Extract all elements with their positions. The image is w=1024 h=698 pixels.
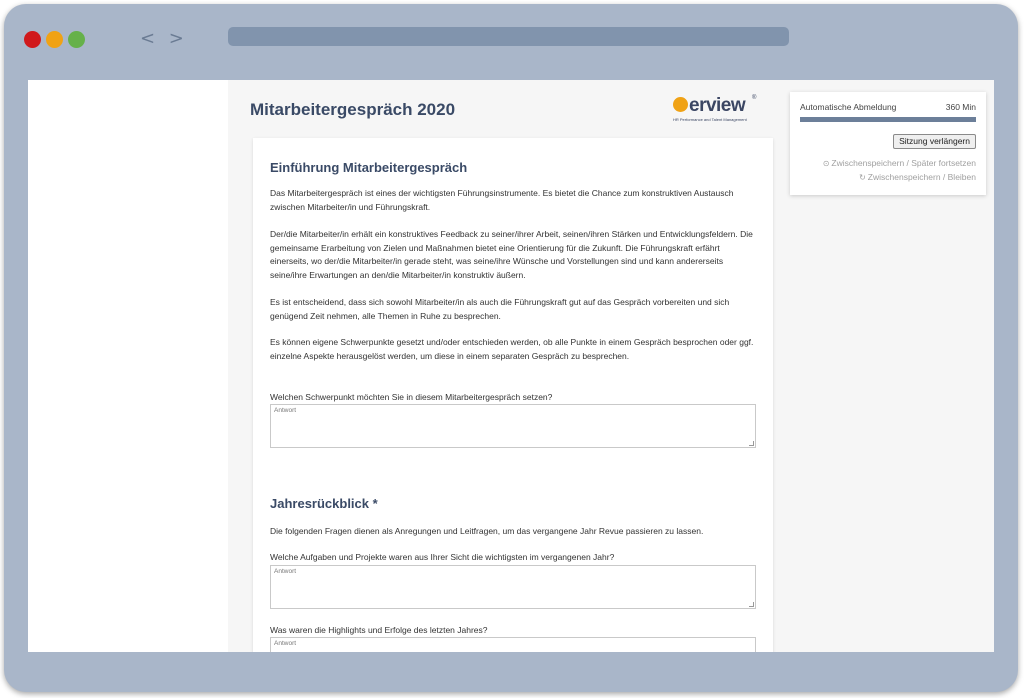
form-card	[253, 138, 773, 652]
close-window-dot[interactable]	[24, 31, 41, 48]
logo-p-circle-icon	[673, 97, 688, 112]
section-heading-intro: Einführung Mitarbeitergespräch	[270, 160, 468, 175]
review-answer-2-textarea[interactable]	[270, 637, 756, 652]
extend-session-button[interactable]: Sitzung verlängern	[893, 134, 976, 149]
auto-logout-label: Automatische Abmeldung	[800, 102, 897, 112]
focus-answer-textarea[interactable]	[270, 404, 756, 448]
review-answer-2-placeholder: Antwort	[274, 640, 297, 647]
minimize-window-dot[interactable]	[46, 31, 63, 48]
address-bar[interactable]	[228, 27, 789, 46]
resize-grip-icon[interactable]	[749, 602, 754, 607]
nav-arrows-icon[interactable]: < >	[140, 28, 188, 49]
required-star: *	[372, 496, 378, 511]
save-later-link[interactable]: ⊙ Zwischenspeichern / Später fortsetzen	[822, 158, 976, 168]
review-question-2-label: Was waren die Highlights und Erfolge des letzten Jahres?	[270, 625, 488, 635]
session-panel	[790, 92, 986, 195]
clock-icon: ⊙	[822, 159, 830, 168]
logo-registered-mark: ®	[752, 95, 757, 101]
auto-logout-minutes: 360 Min	[945, 102, 976, 112]
logo-tagline: HR Performance and Talent Management	[673, 117, 747, 122]
browser-frame	[4, 4, 1018, 692]
session-progress-fill	[800, 117, 976, 122]
review-question-1-label: Welche Aufgaben und Projekte waren aus Ihrer Sicht die wichtigsten im vergangenen Jahr?	[270, 552, 615, 562]
page-viewport	[28, 80, 994, 652]
intro-paragraph-4: Es können eigene Schwerpunkte gesetzt und/oder entschieden werden, ob alle Punkte in einem Gespräch besprochen oder ggf. einzelne Aspekte herausgelöst werden, um diese in einem separaten Gespräch zu besprechen.	[270, 337, 754, 361]
perview-logo	[673, 95, 763, 125]
refresh-icon: ↻	[859, 173, 866, 182]
save-stay-link[interactable]: ↻ Zwischenspeichern / Bleiben	[859, 172, 976, 182]
focus-answer-placeholder: Antwort	[274, 407, 297, 414]
section-heading-review: Jahresrückblick *	[270, 496, 378, 511]
logo-wordmark: erview	[673, 95, 745, 117]
page-background	[28, 80, 994, 652]
page-title: Mitarbeitergespräch 2020	[250, 100, 456, 119]
review-answer-1-placeholder: Antwort	[274, 568, 297, 575]
intro-paragraph-3: Es ist entscheidend, dass sich sowohl Mitarbeiter/in als auch die Führungskraft gut auf das Gespräch vorbereiten und sich genügend Zeit nehmen, alle Themen in Ruhe zu besprechen.	[270, 297, 730, 321]
page-left-margin	[28, 80, 228, 652]
review-intro: Die folgenden Fragen dienen als Anregungen und Leitfragen, um das vergangene Jahr Revue passieren zu lassen.	[270, 526, 704, 536]
session-progress-bar	[800, 117, 976, 122]
maximize-window-dot[interactable]	[68, 31, 85, 48]
review-answer-1-textarea[interactable]	[270, 565, 756, 609]
intro-paragraph-1: Das Mitarbeitergespräch ist eines der wichtigsten Führungsinstrumente. Es bietet die Chance zum konstruktiven Austausch zwischen Mitarbeiter/in und Führungskraft.	[270, 188, 734, 212]
focus-question-label: Welchen Schwerpunkt möchten Sie in diesem Mitarbeitergespräch setzen?	[270, 392, 553, 402]
resize-grip-icon[interactable]	[749, 441, 754, 446]
intro-paragraph-2: Der/die Mitarbeiter/in erhält ein konstruktives Feedback zu seiner/ihrer Arbeit, seinen/ihren Stärken und Entwicklungsfeldern. Die gemeinsame Erarbeitung von Zielen und Maßnahmen bietet eine Orientierung für die Zukunft. Die Führungskraft erfährt einerseits, wo der/die Mitarbeiter/in gerade steht, was seine/ihre Wünsche und Vorstellungen sind und kann andererseits seine/ihre Erwartungen an den/die Mitarbeiter/in konstruktiv äußern.	[270, 229, 753, 280]
